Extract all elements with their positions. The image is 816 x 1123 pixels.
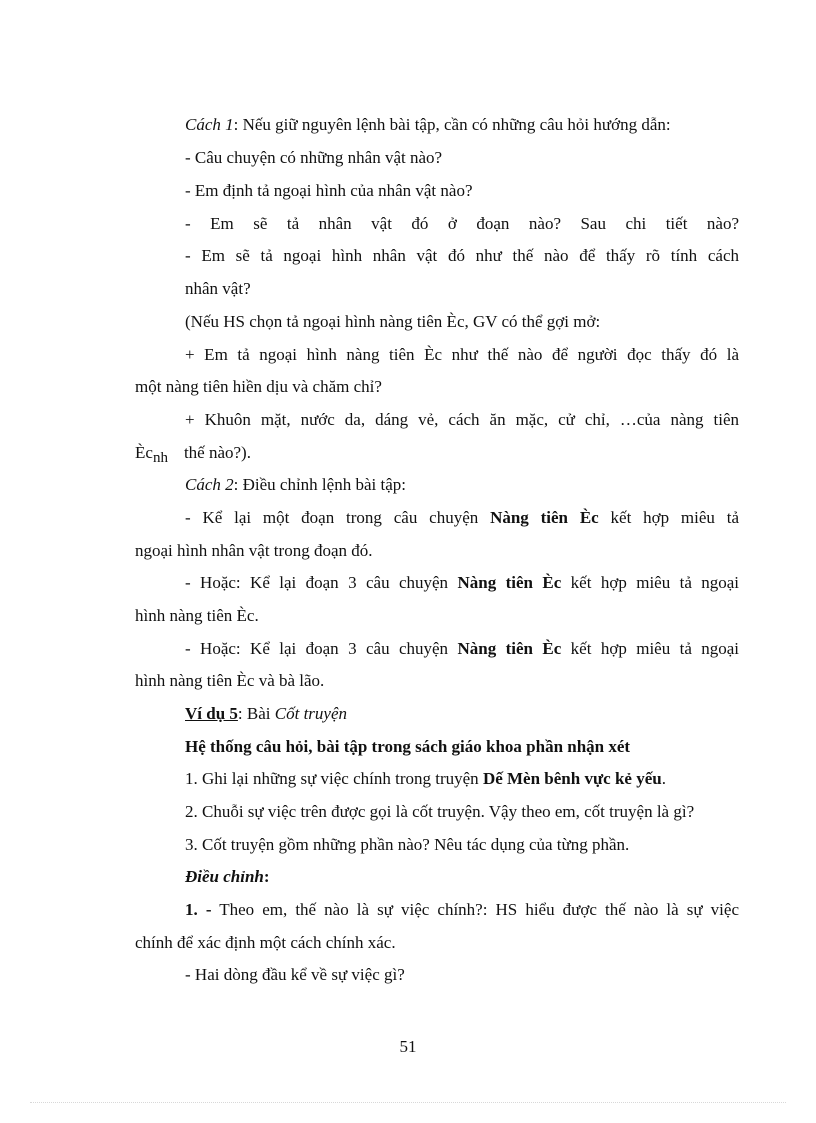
- paragraph-line: - Em định tả ngoại hình của nhân vật nào?: [185, 181, 473, 200]
- example-label: Ví dụ 5: [185, 704, 238, 723]
- example-heading: [185, 704, 347, 724]
- story-title: Nàng tiên Èc: [457, 639, 562, 658]
- paragraph-line: + Em tả ngoại hình nàng tiên Èc như thế nào để người đọc thấy đó là: [185, 345, 739, 364]
- paragraph-line: [135, 443, 251, 464]
- line-text: Èc: [135, 443, 153, 462]
- paragraph-line: - Câu chuyện có những nhân vật nào?: [185, 148, 443, 167]
- line-text: :: [263, 867, 270, 886]
- paragraph-line: 2. Chuỗi sự việc trên được gọi là cốt truyện. Vậy theo em, cốt truyện là gì?: [185, 802, 695, 821]
- line-text: Theo em, thế nào là sự việc chính?: HS hiểu được thế nào là sự việc: [219, 900, 739, 919]
- line-text: : Nếu giữ nguyên lệnh bài tập, cần có những câu hỏi hướng dẫn:: [233, 115, 671, 134]
- line-text: - Kể lại một đoạn trong câu chuyện: [185, 508, 479, 527]
- adjustment-heading: [185, 867, 270, 887]
- page-number: 51: [399, 1037, 417, 1056]
- paragraph-line: 3. Cốt truyện gồm những phần nào? Nêu tác dụng của từng phần.: [185, 835, 630, 854]
- paragraph-line: - Hai dòng đầu kể về sự việc gì?: [185, 965, 405, 984]
- paragraph-line: (Nếu HS chọn tả ngoại hình nàng tiên Èc, GV có thể gợi mở:: [185, 312, 601, 331]
- paragraph-line: hình nàng tiên Èc.: [135, 606, 259, 625]
- line-text: kết hợp miêu tả ngoại: [570, 573, 740, 592]
- line-text: : Bài: [237, 704, 271, 723]
- adjustment-label: Điều chỉnh: [185, 867, 264, 886]
- lesson-title: Cốt truyện: [274, 704, 348, 723]
- paragraph-line: - Em sẽ tả ngoại hình nhân vật đó như thế nào để thấy rõ tính cách: [185, 246, 739, 265]
- subscript-fragment: nh: [152, 450, 168, 466]
- footer-divider: [30, 1102, 786, 1103]
- line-text: 1. Ghi lại những sự việc chính trong truyện: [185, 769, 479, 788]
- paragraph-line: nhân vật?: [185, 279, 251, 298]
- paragraph-line: [185, 900, 739, 920]
- paragraph-line: chính để xác định một cách chính xác.: [135, 933, 396, 952]
- paragraph-line: [185, 115, 671, 135]
- paragraph-line: hình nàng tiên Èc và bà lão.: [135, 671, 325, 690]
- method-label: Cách 1: [185, 115, 234, 134]
- line-text: .: [661, 769, 666, 788]
- line-text: - Hoặc: Kể lại đoạn 3 câu chuyện: [185, 573, 449, 592]
- story-title: Nàng tiên Èc: [490, 508, 599, 527]
- method-label: Cách 2: [185, 475, 234, 494]
- line-text: thế nào?).: [183, 443, 251, 462]
- paragraph-line: [185, 508, 739, 528]
- line-text: kết hợp miêu tả ngoại: [570, 639, 740, 658]
- line-text: kết hợp miêu tả: [610, 508, 740, 527]
- paragraph-line: [185, 573, 739, 593]
- paragraph-line: - Em sẽ tả nhân vật đó ở đoạn nào? Sau chi tiết nào?: [185, 214, 739, 233]
- paragraph-line: một nàng tiên hiền dịu và chăm chỉ?: [135, 377, 382, 396]
- story-title: Nàng tiên Èc: [457, 573, 562, 592]
- paragraph-line: ngoại hình nhân vật trong đoạn đó.: [135, 541, 373, 560]
- line-text: : Điều chỉnh lệnh bài tập:: [233, 475, 406, 494]
- paragraph-line: + Khuôn mặt, nước da, dáng vẻ, cách ăn mặc, cử chỉ, …của nàng tiên: [185, 410, 739, 429]
- paragraph-line: [185, 639, 739, 659]
- item-number: 1. -: [185, 900, 212, 919]
- paragraph-line: [185, 769, 666, 789]
- line-text: - Hoặc: Kể lại đoạn 3 câu chuyện: [185, 639, 449, 658]
- section-heading: Hệ thống câu hỏi, bài tập trong sách giáo khoa phần nhận xét: [185, 737, 631, 756]
- story-title: Dế Mèn bênh vực kẻ yếu: [482, 769, 662, 788]
- paragraph-line: [185, 475, 406, 495]
